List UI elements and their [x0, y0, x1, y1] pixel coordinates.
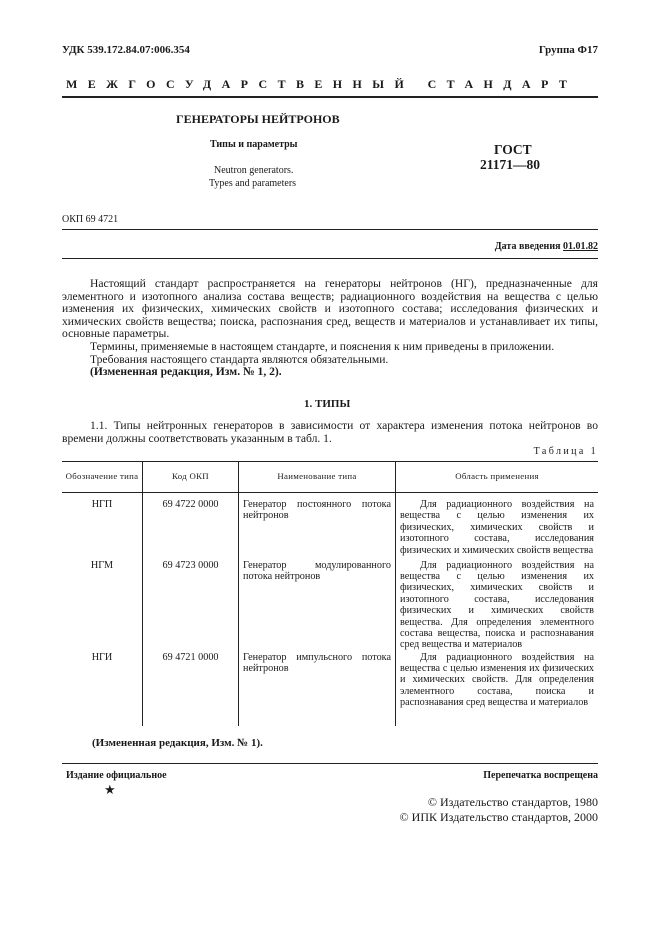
cell-application: Для радиационного воздействия на вещества с целью изменения их физических, химических свойств и изотопного состава, исследования физических и химических свойств вещества [396, 493, 599, 560]
intro-date-value: 01.01.82 [563, 241, 598, 252]
standard-title: ГЕНЕРАТОРЫ НЕЙТРОНОВ [176, 112, 340, 126]
star-icon: ★ [104, 782, 116, 797]
cell-okp-code: 69 4721 0000 [143, 652, 239, 726]
cell-application: Для радиационного воздействия на вещества с целью изменения их физических и химических свойств. Для определения элементного состава, поиска и распознавания сред вещества и материалов [396, 652, 599, 726]
cell-okp-code: 69 4723 0000 [143, 560, 239, 652]
table-amendment-note: (Измененная редакция, Изм. № 1). [92, 737, 263, 749]
intro-section [62, 278, 598, 379]
cell-designation: НГИ [91, 651, 113, 663]
header-okp-code: Код ОКП [143, 462, 239, 493]
table-row [62, 652, 598, 726]
intro-paragraph-terms: Термины, применяемые в настоящем стандарте, и пояснения к ним приведены в приложении. [90, 339, 555, 353]
section-paragraph-1-1 [62, 420, 598, 445]
section-heading-types: 1. ТИПЫ [304, 398, 351, 410]
header-application: Область применения [396, 462, 599, 493]
gost-number: 21171—80 [480, 157, 541, 172]
standard-type-banner: МЕЖГОСУДАРСТВЕННЫЙ СТАНДАРТ [66, 77, 578, 91]
header-rule [62, 96, 598, 98]
reprint-prohibited: Перепечатка воспрещена [483, 770, 598, 781]
cell-application: Для радиационного воздействия на вещества с целью изменения их физических, химических свойств и изотопного состава, исследования физических и химических свойств вещества. Для определения элементного состава вещества, поиска и распознавания сред вещества и материалов [396, 560, 599, 652]
okp-rule [62, 229, 598, 230]
types-table [62, 461, 598, 726]
table-row [62, 560, 598, 652]
intro-amendment-note: (Измененная редакция, Изм. № 1, 2). [90, 365, 282, 379]
intro-date [495, 241, 598, 252]
standard-subtitle-en: Types and parameters [209, 178, 297, 189]
udk-code: УДК 539.172.84.07:006.354 [62, 44, 190, 56]
copyright-1980: © Издательство стандартов, 1980 [427, 795, 598, 809]
cell-type-name: Генератор постоянного потока нейтронов [239, 493, 396, 560]
table-header-row [62, 462, 598, 493]
cell-designation: НГП [91, 499, 113, 510]
cell-type-name: Генератор импульсного потока нейтронов [239, 652, 396, 726]
official-edition: Издание официальное [66, 770, 167, 781]
standard-title-en: Neutron generators. [214, 165, 294, 176]
okp-code: ОКП 69 4721 [62, 214, 119, 225]
standard-subtitle: Типы и параметры [210, 139, 298, 150]
intro-paragraph-scope: Настоящий стандарт распространяется на генераторы нейтронов (НГ), предназначенные для элементного и изотопного анализа состава веществ; радиационного воздействия на вещества с целью изменения их физических, химических свойств и изотопного состава; исследования физических и химических свойств вещества; поиска, распознания сред, веществ и материалов и устанавливает их типы, основные параметры. [62, 277, 598, 341]
copyright-2000: © ИПК Издательство стандартов, 2000 [399, 810, 598, 824]
cell-type-name: Генератор модулированного потока нейтронов [239, 560, 396, 652]
footer-rule [62, 763, 598, 764]
header-designation: Обозначение типа [62, 462, 143, 493]
table-caption: Таблица 1 [533, 446, 598, 457]
intro-date-rule [62, 258, 598, 259]
cell-okp-code: 69 4722 0000 [143, 493, 239, 560]
gost-label: ГОСТ [494, 142, 532, 157]
section-paragraph-1-1-text: 1.1. Типы нейтронных генераторов в зависимости от характера изменения потока нейтронов во времени должны соответствовать указанным в табл. 1. [62, 419, 598, 445]
table-row [62, 493, 598, 560]
intro-paragraph-mandatory: Требования настоящего стандарта являются обязательными. [90, 352, 389, 366]
group-code: Группа Ф17 [538, 44, 598, 56]
cell-designation: НГМ [90, 559, 114, 571]
intro-date-label: Дата введения [494, 241, 561, 252]
header-type-name: Наименование типа [239, 462, 396, 493]
